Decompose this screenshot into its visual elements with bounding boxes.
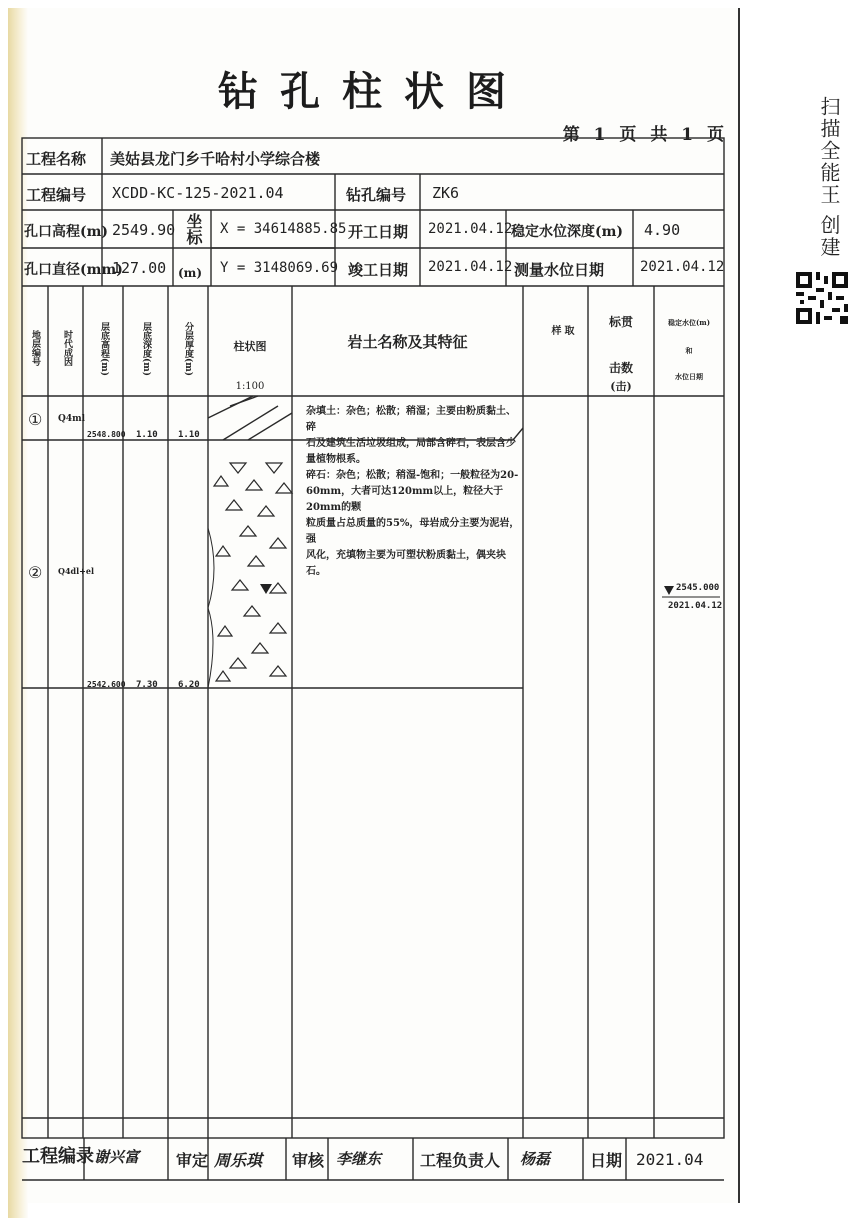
end-date: 2021.04.12 — [428, 259, 513, 275]
col-spt-title: 标贯 — [608, 315, 633, 329]
audit-label: 审核 — [292, 1151, 325, 1170]
leader-signature: 杨磊 — [520, 1150, 551, 1168]
layer-2-thickness: 6.20 — [178, 680, 200, 690]
diameter-value: 127.00 — [112, 259, 167, 277]
measure-date-label: 测量水位日期 — [514, 261, 605, 279]
stable-depth: 4.90 — [644, 221, 681, 239]
col-layer-no: 地层编号 — [30, 330, 40, 366]
layer-2-era: Q4dl+el — [58, 566, 94, 576]
review-label: 审定 — [176, 1151, 209, 1170]
report-sheet — [8, 8, 740, 1203]
audit-signature: 李继东 — [336, 1150, 382, 1168]
layer-1-no: ① — [28, 410, 43, 429]
layer-1-thickness: 1.10 — [178, 430, 200, 440]
date-value: 2021.04 — [636, 1150, 704, 1169]
layer-1-description — [306, 404, 518, 468]
layer-1-desc-line-2: 石及建筑生活垃圾组成，局部含碎石，表层含少 — [306, 438, 516, 449]
col-thickness: 分层厚度(m) — [183, 321, 193, 377]
coord-x: X = 34614885.85 — [220, 221, 347, 237]
layer-1-desc-line-3: 量植物根系。 — [306, 454, 366, 465]
diameter-label: 孔口直径(mm) — [24, 262, 123, 278]
project-name-label: 工程名称 — [26, 150, 87, 168]
col-water-and: 和 — [685, 346, 693, 355]
water-level-value: 2545.000 — [676, 583, 720, 593]
hole-no-label: 钻孔编号 — [346, 186, 407, 204]
col-log: 柱状图 — [233, 340, 267, 353]
col-bottom-depth: 层底深度(m) — [141, 321, 151, 377]
compiler-label: 工程编录 — [22, 1146, 94, 1167]
gravel-pattern — [214, 463, 292, 681]
compiler-signature: 谢兴富 — [94, 1148, 140, 1166]
project-code: XCDD-KC-125-2021.04 — [112, 184, 284, 202]
scanner-watermark: 扫描全能王 创建 — [817, 96, 841, 259]
layer-2-bottom-depth: 7.30 — [136, 680, 158, 690]
layer-1-era: Q4ml — [58, 414, 86, 424]
elevation-value: 2549.90 — [112, 221, 176, 239]
layer-2-desc-line-1: 碎石：杂色；松散；稍湿-饱和；一般粒径为20- — [306, 470, 519, 481]
col-description: 岩土名称及其特征 — [347, 333, 468, 351]
start-date: 2021.04.12 — [428, 221, 513, 237]
hole-no: ZK6 — [432, 184, 460, 202]
layer-2-desc-line-4: 风化，充填物主要为可塑状粉质黏土，偶夹块石。 — [306, 550, 506, 577]
layer-1-bottom-depth: 1.10 — [136, 430, 158, 440]
project-code-label: 工程编号 — [26, 186, 87, 204]
col-spt-count: 击数 — [608, 361, 633, 375]
project-name: 美姑县龙门乡千哈村小学综合楼 — [110, 150, 321, 168]
layer-2-no: ② — [28, 563, 43, 582]
layer-1-bottom-elev: 2548.800 — [87, 430, 126, 439]
coord-label: 坐标 — [184, 213, 203, 245]
coord-unit: (m) — [178, 266, 203, 280]
layer-2-description — [306, 468, 522, 580]
layer-1-desc-line-1: 杂填土：杂色；松散；稍湿；主要由粉质黏土、碎 — [306, 406, 516, 433]
stable-depth-label: 稳定水位深度(m) — [511, 224, 624, 240]
col-water-level: 稳定水位(m) — [667, 318, 711, 327]
layer-2-desc-line-2: 60mm，大者可达120mm以上，粒径大于20mm的颗 — [306, 486, 504, 513]
start-date-label: 开工日期 — [348, 223, 409, 241]
leader-label: 工程负责人 — [420, 1151, 501, 1170]
col-sample: 取样 — [549, 325, 573, 375]
elevation-label: 孔口高程(m) — [24, 224, 109, 240]
coord-y: Y = 3148069.69 — [220, 260, 339, 276]
col-era: 时代成因 — [62, 330, 72, 366]
water-level-date: 2021.04.12 — [668, 601, 723, 611]
end-date-label: 竣工日期 — [348, 261, 409, 279]
layer-2-bottom-elev: 2542.600 — [87, 680, 126, 689]
col-spt-unit: (击) — [610, 380, 632, 393]
review-signature: 周乐琪 — [214, 1151, 263, 1170]
page-number: 第 1 页 共 1 页 — [562, 125, 728, 145]
layer-2-desc-line-3: 粒质量占总质量的55%，母岩成分主要为泥岩，强 — [306, 518, 520, 545]
measure-date: 2021.04.12 — [640, 259, 725, 275]
col-water-date: 水位日期 — [675, 372, 703, 381]
date-label: 日期 — [590, 1151, 623, 1170]
col-log-scale: 1:100 — [235, 381, 265, 392]
page-title: 钻孔柱状图 — [218, 68, 528, 115]
col-bottom-elev: 层底高程(m) — [99, 321, 109, 377]
qr-code-icon — [796, 272, 848, 324]
